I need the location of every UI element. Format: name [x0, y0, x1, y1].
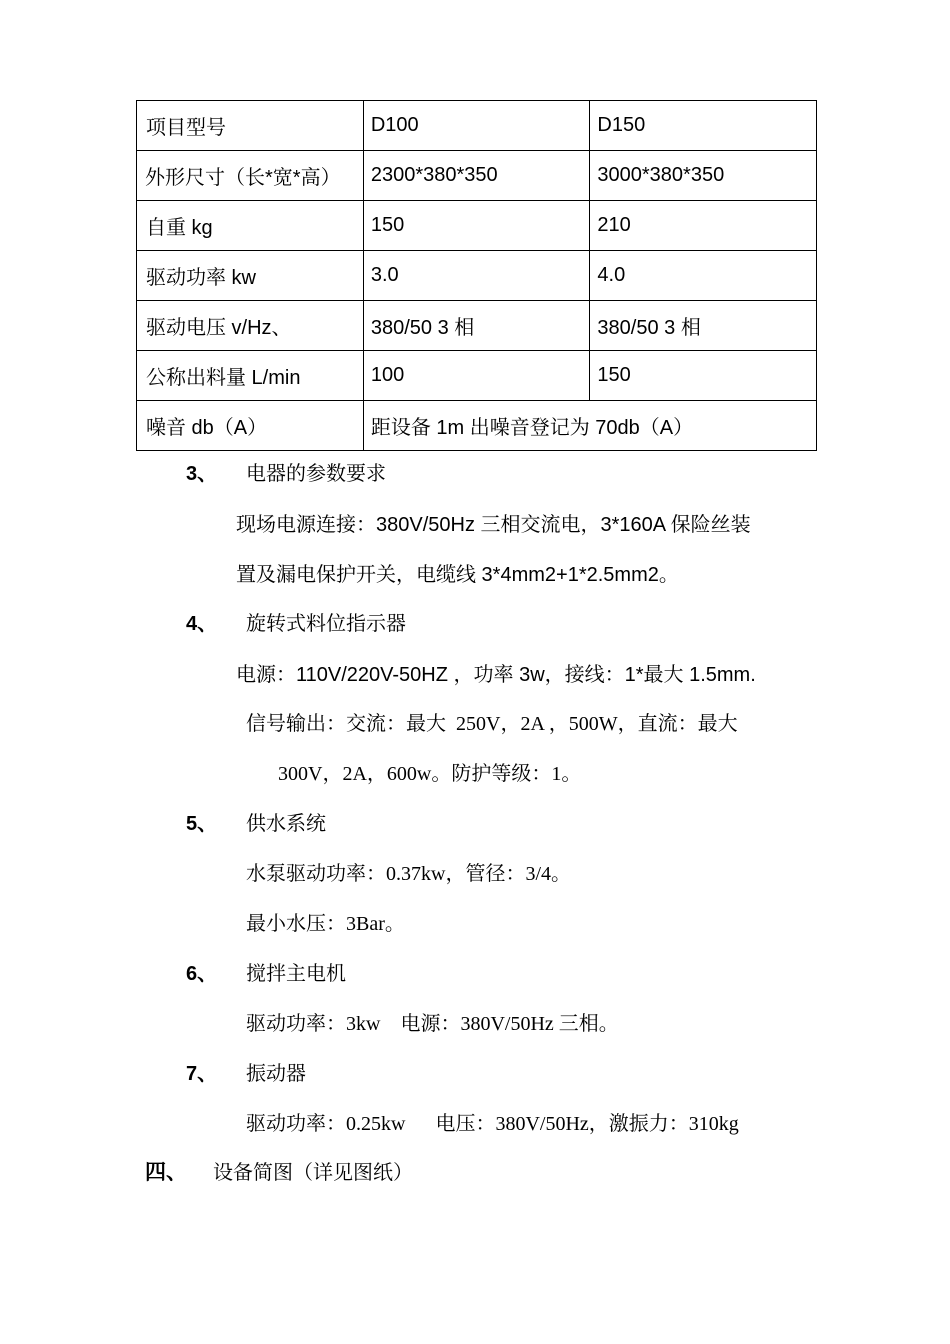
table-row [137, 301, 817, 351]
d100-value: 380/50 3 相 [363, 301, 590, 351]
table-row-noise [137, 401, 817, 451]
noise-value: 距设备 1m 出噪音登记为 70db（A） [363, 401, 816, 451]
section-four-title: 设备简图（详见图纸） [213, 1162, 413, 1184]
d150-value: D150 [590, 101, 817, 151]
section-3-title: 电器的参数要求 [246, 463, 386, 485]
table-row [137, 251, 817, 301]
section-7-title: 振动器 [246, 1063, 306, 1085]
section-4-number: 4、 [186, 613, 218, 635]
section-5-line-1: 水泵驱动功率：0.37kw，管径：3/4。 [246, 863, 571, 885]
table-row [137, 151, 817, 201]
section-7-number: 7、 [186, 1063, 218, 1085]
section-four-number: 四、 [145, 1161, 187, 1184]
row-label: 项目型号 [137, 101, 364, 151]
d100-value: 100 [363, 351, 590, 401]
spec-table [136, 100, 817, 451]
d150-value: 380/50 3 相 [590, 301, 817, 351]
d100-value: 150 [363, 201, 590, 251]
row-label: 外形尺寸（长*宽*高） [137, 151, 364, 201]
table-row [137, 101, 817, 151]
d100-value: 3.0 [363, 251, 590, 301]
table-row [137, 351, 817, 401]
row-label: 驱动电压 v/Hz、 [137, 301, 364, 351]
d150-value: 150 [590, 351, 817, 401]
d150-value: 4.0 [590, 251, 817, 301]
section-5-title: 供水系统 [246, 813, 326, 835]
d100-value: 2300*380*350 [363, 151, 590, 201]
row-label: 驱动功率 kw [137, 251, 364, 301]
d150-value: 3000*380*350 [590, 151, 817, 201]
section-4-line-1: 电源：110V/220V-50HZ ，功率 3w，接线：1*最大 1.5mm. [236, 664, 756, 686]
section-7-line-1: 驱动功率：0.25kw 电压：380V/50Hz，激振力：310kg [246, 1113, 739, 1135]
section-6-line-1: 驱动功率：3kw 电源：380V/50Hz 三相。 [246, 1013, 619, 1035]
section-4-title: 旋转式料位指示器 [246, 613, 406, 635]
section-6-title: 搅拌主电机 [246, 963, 346, 985]
d150-value: 210 [590, 201, 817, 251]
d100-value: D100 [363, 101, 590, 151]
section-5-number: 5、 [186, 813, 218, 835]
section-3-line-1: 现场电源连接：380V/50Hz 三相交流电，3*160A 保险丝装 [236, 514, 751, 536]
table-row [137, 201, 817, 251]
section-3-line-2: 置及漏电保护开关，电缆线 3*4mm2+1*2.5mm2。 [236, 564, 679, 586]
section-4-line-3: 300V，2A，600w。防护等级：1。 [278, 763, 582, 785]
section-3-number: 3、 [186, 463, 218, 485]
row-label: 噪音 db（A） [137, 401, 364, 451]
section-6-number: 6、 [186, 963, 218, 985]
section-4-line-2: 信号输出：交流：最大 250V，2A ，500W，直流：最大 [246, 713, 738, 735]
row-label: 公称出料量 L/min [137, 351, 364, 401]
section-5-line-2: 最小水压：3Bar。 [246, 913, 405, 935]
row-label: 自重 kg [137, 201, 364, 251]
